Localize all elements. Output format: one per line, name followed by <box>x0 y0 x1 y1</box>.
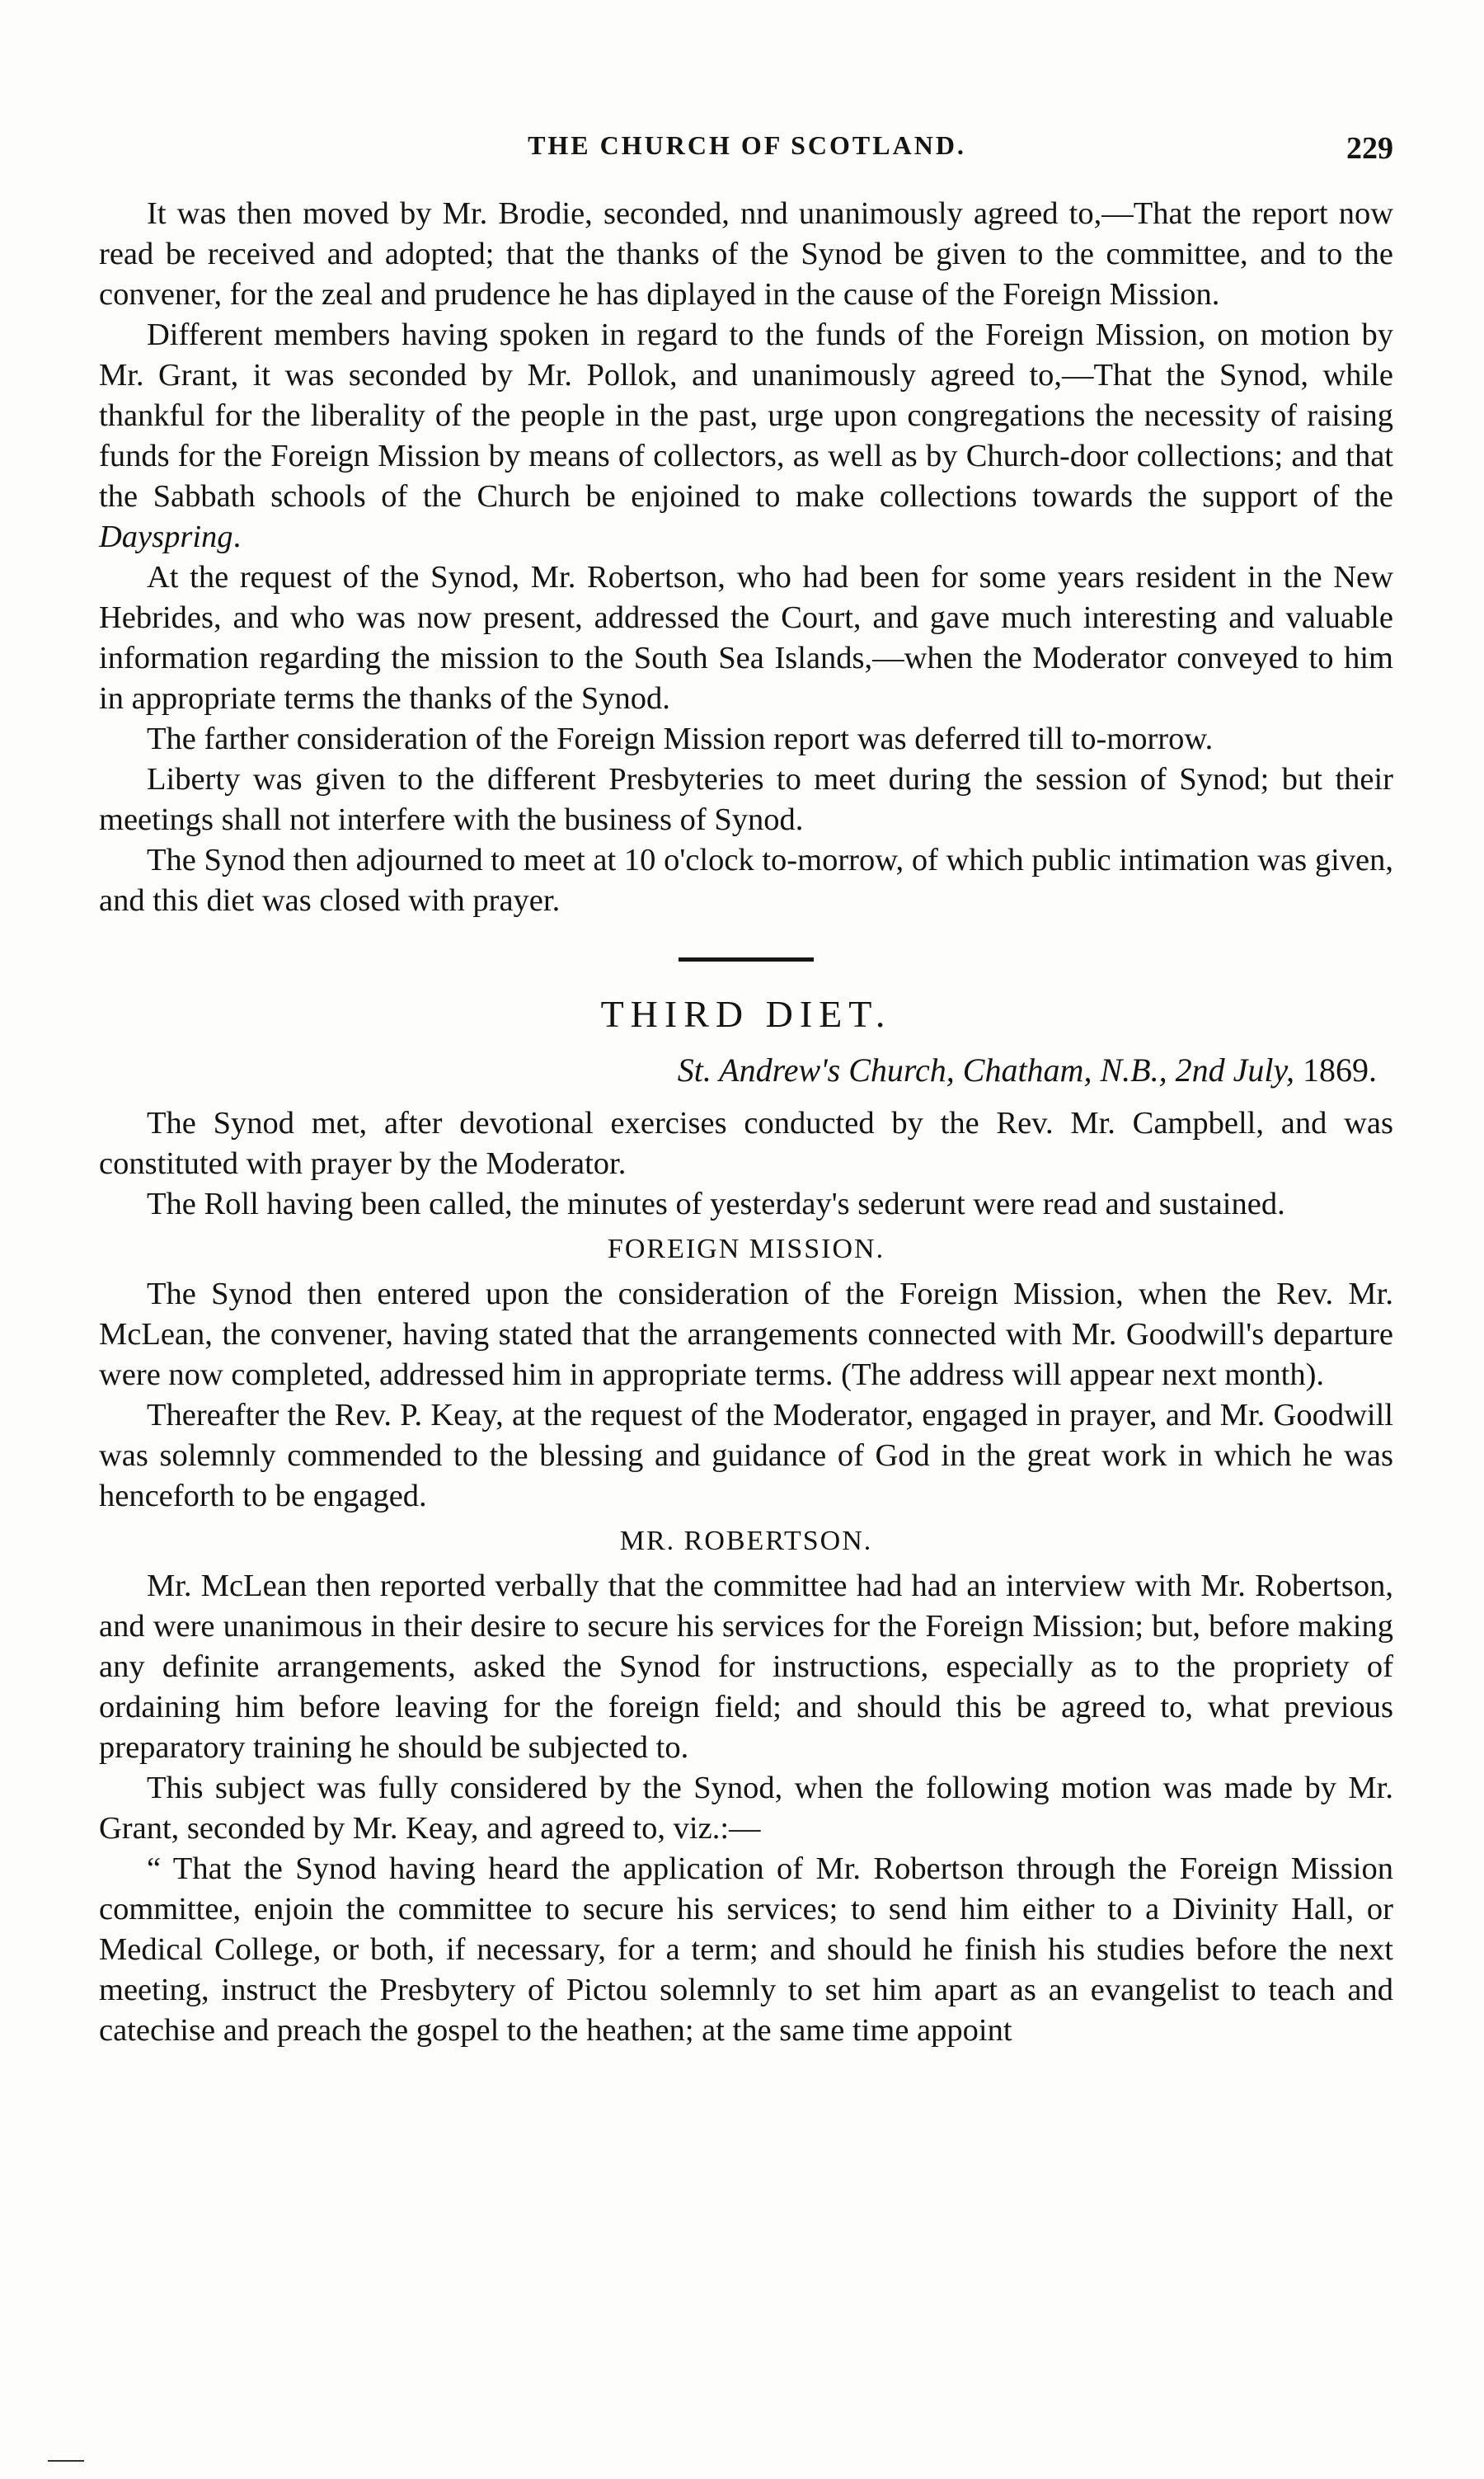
dateline-province: N.B., <box>1100 1051 1167 1089</box>
paragraph: Thereafter the Rev. P. Keay, at the request of the Moderator, engaged in prayer, and Mr. Goodwill was solemnly commended to the blessing and guidance of God in the great work in which he was henceforth to be engaged. <box>99 1398 1393 1513</box>
paragraph: Liberty was given to the different Presbyteries to meet during the session of Synod; but their meetings shall not interfere with the business of Synod. <box>99 762 1393 837</box>
paragraph-text: Different members having spoken in regard to the funds of the Foreign Mission, on motion by Mr. Grant, it was seconded by Mr. Pollok, and unanimously agreed to,—That the Synod, while thankful for the liberality of the people in the past, urge upon congregations the necessity of raising funds for the Foreign Mission by means of collectors, as well as by Church-door collections; and that the Sabbath schools of the Church be enjoined to make collections towards the support of the <box>99 318 1393 514</box>
paragraph: The Synod then entered upon the consideration of the Foreign Mission, when the Rev. Mr. McLean, the convener, having stated that the arrangements connected with Mr. Goodwill's departure were now completed, addressed him in appropriate terms. (The address will appear next month). <box>99 1277 1393 1392</box>
paragraph: “ That the Synod having heard the application of Mr. Robertson through the Foreign Mission committee, enjoin the committee to secure his services; to send him either to a Divinity Hall, or Medical College, or both, if necessary, for a term; and should he finish his studies before the next meeting, instruct the Presbytery of Pictou solemnly to set him apart as an evangelist to teach and catechise and preach the gospel to the heathen; at the same time appoint <box>99 1851 1393 2048</box>
footer-mark <box>48 2460 84 2462</box>
dateline-church: St. Andrew's Church, <box>677 1051 955 1089</box>
paragraph: At the request of the Synod, Mr. Robertson, who had been for some years resident in the New Hebrides, and who was now present, addressed the Court, and gave much interesting and valuable information regarding the mission to the South Sea Islands,—when the Moderator conveyed to him in appropriate terms the thanks of the Synod. <box>99 560 1393 716</box>
running-head <box>101 130 1393 180</box>
section-heading-robertson: MR. ROBERTSON. <box>619 1526 873 1556</box>
body-text <box>99 194 1393 2051</box>
paragraph: This subject was fully considered by the Synod, when the following motion was made by Mr. Grant, seconded by Mr. Keay, and agreed to, viz.:— <box>99 1771 1393 1846</box>
running-title: THE CHURCH OF SCOTLAND. <box>528 130 966 160</box>
ship-name: Dayspring <box>99 520 233 554</box>
paragraph-end: . <box>232 520 242 554</box>
dateline <box>99 1046 1393 1095</box>
section-heading-foreign-mission: FOREIGN MISSION. <box>607 1234 885 1264</box>
paragraph: The Roll having been called, the minutes of yesterday's sederunt were read and sustained. <box>147 1187 1285 1221</box>
dateline-town: Chatham, <box>962 1051 1092 1089</box>
paragraph <box>99 315 1393 557</box>
paragraph: The Synod met, after devotional exercises conducted by the Rev. Mr. Campbell, and was constituted with prayer by the Moderator. <box>99 1106 1393 1181</box>
dateline-year: 1869. <box>1303 1051 1377 1089</box>
page-number: 229 <box>1346 131 1393 166</box>
section-divider-rule <box>679 957 814 962</box>
diet-heading: THIRD DIET. <box>600 993 892 1035</box>
paragraph: Mr. McLean then reported verbally that the committee had had an interview with Mr. Robertson, and were unanimous in their desire to secure his services for the Foreign Mission; but, before making any definite arrangements, asked the Synod for instructions, especially as to the propriety of ordaining him before leaving for the foreign field; and should this be agreed to, what previous preparatory training he should be subjected to. <box>99 1569 1393 1765</box>
paragraph: It was then moved by Mr. Brodie, seconded, nnd unanimously agreed to,—That the report now read be received and adopted; that the thanks of the Synod be given to the committee, and to the convener, for the zeal and prudence he has diplayed in the cause of the Foreign Mission. <box>99 196 1393 312</box>
dateline-day: 2nd <box>1175 1051 1225 1089</box>
paragraph: The Synod then adjourned to meet at 10 o'clock to-morrow, of which public intimation was given, and this diet was closed with prayer. <box>99 843 1393 918</box>
dateline-month: July, <box>1233 1051 1294 1089</box>
paragraph: The farther consideration of the Foreign Mission report was deferred till to-morrow. <box>147 722 1214 756</box>
